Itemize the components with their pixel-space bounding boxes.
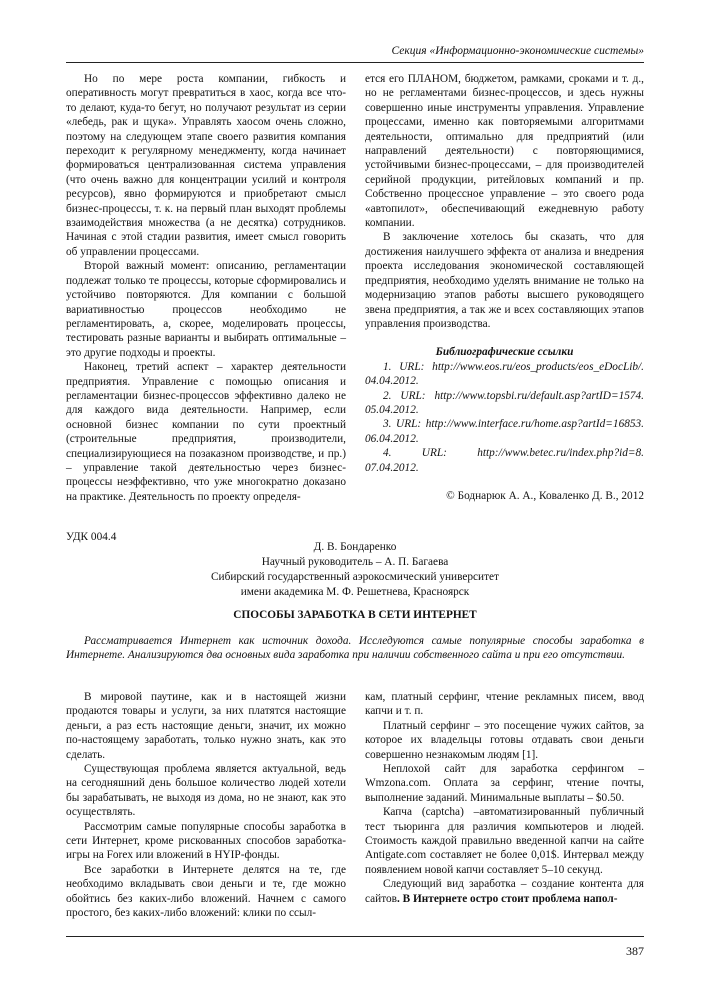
- paragraph: ется его ПЛАНОМ, бюджетом, рамками, сроками и т. д., но не регламентами бизнес-процессов, и здесь нужны совершенно иные инструменты управления. Управление процессами, именно как повторяемыми алгоритмами деятельности, оптимально для предприятий (или направлений деятельности) с повторяющимися, устойчивыми бизнес-процессами, – для производителей серийной продукции, ритейловых компаний и пр. Собственно процессное управление – это своего рода «автопилот», обеспечивающий ежедневную работу компании.: [365, 73, 644, 230]
- university: Сибирский государственный аэрокосмический университет: [211, 571, 499, 583]
- column-left-bottom: [66, 690, 346, 921]
- paragraph: В заключение хотелось бы сказать, что для достижения наилучшего эффекта от анализа и внедрения проекта исследования экономической составляющей предприятия, необходимо уделять внимание не только на модернизацию этапов работы высшего руководящего звена предприятия, а так же и всех составляющих этапов управления производства.: [365, 231, 644, 330]
- paragraph: Наконец, третий аспект – характер деятельности предприятия. Управление с помощью описания и регламентации бизнес-процессов эффективно далеко не для каждого вида деятельности. Например, если основной бизнес компании по сути проектный (строительные предприятия, производители, специализирующиеся на позаказном производстве, и пр.) – управление такой деятельностью через бизнес-процессы неэффективно, что уже многократно доказано на практике. Деятельность по проекту определя-: [66, 361, 346, 503]
- article-title: СПОСОБЫ ЗАРАБОТКА В СЕТИ ИНТЕРНЕТ: [233, 609, 477, 621]
- paragraph: Все заработки в Интернете делятся на те, где необходимо вкладывать свои деньги и те, где можно обойтись без каких-либо вложений. Начнем с самого простого, без каких-либо вложений: клики по ссыл-: [66, 863, 346, 920]
- university-line2: имени академика М. Ф. Решетнева, Красноярск: [240, 586, 470, 598]
- paragraph: Капча (captcha) –автоматизированный публичный тест тьюринга для различия компьютеров и людей. Стоимость каждой правильно введенной капчи на сайте Antigate.com составляет не более 0,01$. Интервал между появлением новой капчи составляет 5–10 секунд.: [365, 806, 644, 876]
- running-header: Секция «Информационно-экономические системы»: [391, 45, 644, 57]
- references-title: Библиографические ссылки: [435, 346, 574, 359]
- author-name: Д. В. Бондаренко: [313, 541, 397, 553]
- supervisor: Научный руководитель – А. П. Багаева: [261, 556, 449, 568]
- column-left-top: [66, 72, 346, 504]
- column-right-top: [365, 72, 644, 503]
- page-number: 387: [626, 944, 644, 958]
- copyright: © Боднарюк А. А., Коваленко Д. В., 2012: [446, 489, 644, 502]
- udc-code: УДК 004.4: [66, 531, 117, 543]
- paragraph: Рассмотрим самые популярные способы заработка в сети Интернет, кроме рискованных способов заработка- игры на Forex или вложений в HYIP-фонды.: [66, 820, 346, 862]
- reference-item: 4. URL: http://www.betec.ru/index.php?id=8. 07.04.2012.: [365, 447, 644, 474]
- paragraph: [365, 877, 644, 906]
- bold-period: . В Интернете остро стоит проблема напол-: [396, 892, 618, 905]
- author-block: [66, 540, 644, 600]
- abstract: [66, 634, 644, 663]
- paragraph: Второй важный момент: описанию, регламентации подлежат только те процессы, которые сформировались и устойчиво повторяются. Для компании с большой вариативностью процессов необходимо не регламентировать, а, скорее, моделировать процессы, тестировать разные варианты и выбирать оптимальные – это другие подходы и проекты.: [66, 260, 346, 359]
- reference-item: 2. URL: http://www.topsbi.ru/default.asp?artID=1574. 05.04.2012.: [365, 389, 644, 416]
- paragraph-start: Следующий вид заработка – создание контента для сайтов: [365, 878, 644, 905]
- footer-rule: [66, 936, 644, 937]
- paragraph: Но по мере роста компании, гибкость и оперативность могут превратиться в хаос, когда все что-то делают, куда-то бегут, но получают результат из серии «лебедь, рак и щука». Управлять хаосом очень сложно, поэтому на следующем этапе своего развития компания переходит к регулярному менеджменту, когда начинает формироваться централизованная система управления (что очень важно для концентрации усилий и контроля ресурсов), явно формируются и приобретают смысл бизнес-процессы, т. к. на первый план выходят проблемы взаимодействия множества (а не десятка) сотрудников. Начиная с этой стадии развития, имеет смысл говорить об управлении процессами.: [66, 73, 346, 258]
- reference-item: 3. URL: http://www.interface.ru/home.asp?artId=16853. 06.04.2012.: [365, 418, 644, 445]
- paragraph: Платный серфинг – это посещение чужих сайтов, за которое их владельцы готовы отдавать свои деньги совершенно незнакомым людям [1].: [365, 719, 644, 761]
- paragraph: Неплохой сайт для заработка серфингом – Wmzona.com. Оплата за серфинг, чтение почты, выполнение заданий. Минимальные выплаты – $0.50.: [365, 763, 644, 804]
- header-rule: [66, 62, 644, 63]
- paragraph: кам, платный серфинг, чтение рекламных писем, ввод капчи и т. п.: [365, 691, 644, 718]
- paragraph: Существующая проблема является актуальной, ведь на сегодняшний день большое количество людей хотели бы зарабатывать, не выходя из дома, но не знают, как это осуществлять.: [66, 763, 346, 819]
- abstract-text: Рассматривается Интернет как источник дохода. Исследуются самые популярные способы заработка в Интернете. Анализируются два основных вида заработка при наличии собственного сайта и при его отсутствии.: [66, 635, 644, 662]
- reference-item: 1. URL: http://www.eos.ru/eos_products/eos_eDocLib/. 04.04.2012.: [365, 360, 644, 388]
- paragraph: В мировой паутине, как и в настоящей жизни продаются товары и услуги, за них платятся настоящие деньги, а раз есть настоящие деньги, значит, их можно по-настоящему заработать, только нужно знать, как это сделать.: [66, 691, 346, 761]
- column-right-bottom: [365, 690, 644, 906]
